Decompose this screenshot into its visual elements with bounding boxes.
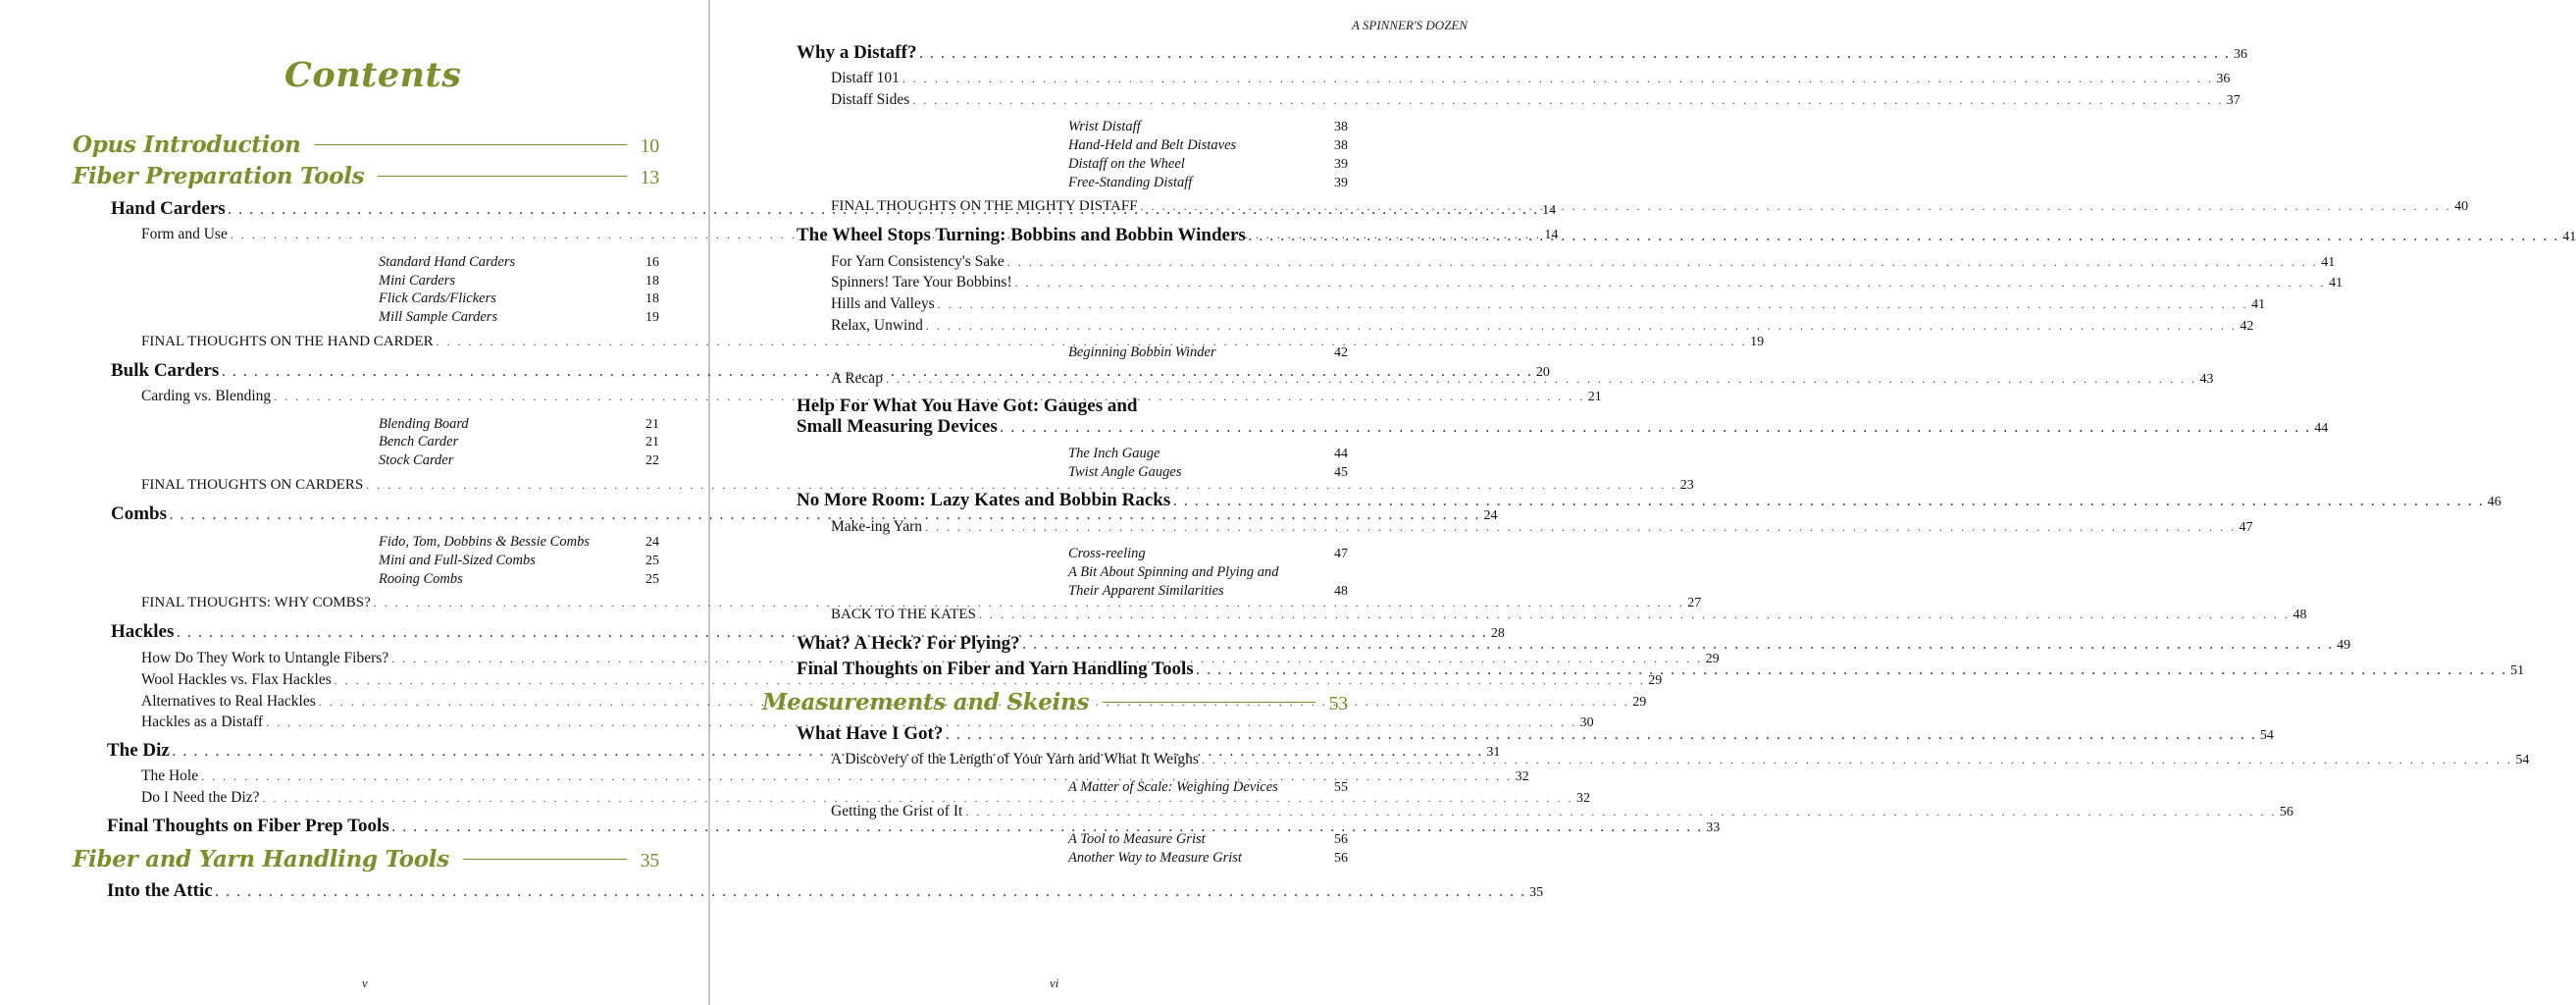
- toc-page-number: 51: [2510, 663, 2525, 678]
- toc-page-number: 29: [1648, 673, 1663, 688]
- toc-chapter[interactable]: [797, 396, 1348, 417]
- page-number-footer: vi: [1050, 976, 1059, 990]
- toc-section-label: Make-ing Yarn: [831, 518, 922, 535]
- toc-section-label: FINAL THOUGHTS ON CARDERS: [141, 477, 364, 493]
- toc-page-number: 56: [1334, 851, 1348, 866]
- toc-section-label: A Discovery of the Length of Your Yarn and What It Weighs: [831, 751, 1199, 767]
- toc-subsection[interactable]: [1068, 545, 1348, 563]
- toc-rule: [463, 859, 627, 860]
- toc-page-number: 47: [1334, 547, 1348, 561]
- toc-section-label: Hackles as a Distaff: [141, 714, 264, 730]
- toc-page-number: 14: [1544, 228, 1559, 242]
- toc-section[interactable]: [831, 317, 2254, 335]
- toc-part[interactable]: [73, 132, 659, 158]
- toc-section[interactable]: [831, 607, 2307, 623]
- toc-section[interactable]: [141, 388, 1602, 405]
- page-number-footer: v: [362, 976, 368, 990]
- toc-leader: [946, 728, 2257, 743]
- toc-leader: [919, 47, 2231, 62]
- toc-subsection[interactable]: [1068, 136, 1348, 155]
- toc-subsection[interactable]: [379, 552, 659, 570]
- toc-leader: [926, 319, 2238, 334]
- toc-page-number: 19: [1750, 335, 1765, 349]
- toc-section-label: Alternatives to Real Hackles: [141, 693, 316, 710]
- toc-page-number: 37: [2226, 93, 2241, 108]
- toc-page-number: 22: [645, 453, 659, 468]
- toc-leader: [1015, 276, 2327, 291]
- toc-subsection-label: Fido, Tom, Dobbins & Bessie Combs: [379, 534, 590, 550]
- toc-subsection-label: Mini Carders: [379, 273, 456, 289]
- toc-subsection-label: Twist Angle Gauges: [1068, 464, 1182, 480]
- toc-chapter-label: Hackles: [111, 621, 175, 642]
- toc-subsection[interactable]: [1068, 174, 1348, 192]
- toc-page-number: 46: [2487, 495, 2501, 509]
- toc-page-number: 38: [1334, 120, 1348, 134]
- toc-part[interactable]: [762, 689, 1348, 715]
- toc-subsection-label: Blending Board: [379, 416, 469, 432]
- toc-subsection[interactable]: [1068, 344, 1348, 362]
- toc-leader: [902, 72, 2214, 86]
- toc-chapter[interactable]: [111, 621, 1505, 643]
- toc-page-number: 18: [645, 291, 659, 306]
- toc-page-number: 19: [645, 310, 659, 325]
- toc-part[interactable]: [73, 163, 659, 189]
- toc-section[interactable]: [141, 477, 1694, 494]
- toc-subsection[interactable]: [1068, 155, 1348, 174]
- toc-subsection-label: Flick Cards/Flickers: [379, 291, 496, 306]
- toc-page-number: 39: [1334, 176, 1348, 190]
- toc-page-number: 43: [2199, 372, 2214, 387]
- toc-page-number: 44: [2314, 421, 2329, 436]
- toc-page-number: 16: [645, 255, 659, 270]
- toc-subsection[interactable]: [379, 253, 659, 272]
- toc-subsection-label: A Matter of Scale: Weighing Devices: [1068, 779, 1278, 795]
- toc-leader: [1249, 230, 2560, 244]
- toc-section-label: FINAL THOUGHTS ON THE HAND CARDER: [141, 334, 434, 349]
- toc-chapter[interactable]: [797, 490, 2501, 511]
- toc-page-number: 38: [1334, 138, 1348, 153]
- toc-leader: [1197, 663, 2508, 678]
- toc-chapter-label: Into the Attic: [107, 880, 213, 901]
- toc-chapter-label: What Have I Got?: [797, 723, 944, 744]
- toc-subsection-label: Stock Carder: [379, 452, 454, 468]
- toc-section[interactable]: [831, 70, 2231, 87]
- toc-subsection-label: Distaff on the Wheel: [1068, 156, 1185, 172]
- toc-subsection-label: Cross-reeling: [1068, 546, 1146, 561]
- toc-section-label: The Hole: [141, 767, 199, 784]
- toc-part-label: Fiber and Yarn Handling Tools: [73, 846, 449, 873]
- toc-subsection[interactable]: [1068, 563, 1348, 601]
- toc-subsection-label: Standard Hand Carders: [379, 254, 516, 270]
- toc-section-label: Relax, Unwind: [831, 317, 923, 334]
- toc-section[interactable]: [831, 803, 2293, 820]
- toc-page-number: 35: [1529, 885, 1544, 900]
- toc-page-number: 29: [1705, 652, 1720, 666]
- toc-leader: [925, 520, 2237, 535]
- toc-section[interactable]: [141, 650, 1720, 667]
- toc-section-label: How Do They Work to Untangle Fibers?: [141, 650, 389, 666]
- toc-page-number: 18: [645, 274, 659, 289]
- toc-chapter[interactable]: [797, 416, 2329, 438]
- toc-chapter-label: Final Thoughts on Fiber Prep Tools: [107, 816, 389, 836]
- toc-leader: [912, 93, 2224, 108]
- toc-section-label: Wool Hackles vs. Flax Hackles: [141, 671, 332, 688]
- toc-leader: [1023, 638, 2335, 653]
- toc-chapter-label: Combs: [111, 503, 168, 524]
- toc-subsection-label: A Bit About Spinning and Plying and Their Apparent Similarities: [1068, 564, 1279, 599]
- toc-chapter[interactable]: [111, 503, 1498, 525]
- toc-subsection[interactable]: [379, 415, 659, 434]
- toc-subsection[interactable]: [1068, 830, 1348, 849]
- toc-section-label: Do I Need the Diz?: [141, 789, 260, 806]
- toc-subsection[interactable]: [379, 533, 659, 552]
- toc-chapter-label: The Diz: [107, 740, 170, 761]
- toc-subsection[interactable]: [1068, 118, 1348, 136]
- toc-page-number: 21: [1587, 390, 1602, 404]
- toc-subsection-label: Wrist Distaff: [1068, 119, 1141, 134]
- toc-page-number: 28: [1490, 626, 1505, 641]
- toc-part-label: Opus Introduction: [73, 132, 301, 158]
- toc-page-number: 48: [2293, 608, 2307, 622]
- toc-subsection-label: A Tool to Measure Grist: [1068, 831, 1206, 847]
- toc-subsection-label: Beginning Bobbin Winder: [1068, 344, 1216, 360]
- toc-page-number: 40: [2454, 199, 2469, 214]
- toc-rule: [378, 176, 626, 177]
- toc-chapter[interactable]: [797, 42, 2247, 64]
- toc-page-number: 23: [1679, 478, 1694, 493]
- toc-subsection-label: Rooing Combs: [379, 571, 463, 587]
- toc-page-number: 35: [640, 850, 659, 872]
- toc-subsection-label: Another Way to Measure Grist: [1068, 850, 1242, 866]
- toc-chapter-label: Bulk Carders: [111, 360, 220, 381]
- toc-chapter[interactable]: [107, 816, 1721, 837]
- toc-section[interactable]: [831, 91, 2241, 109]
- toc-section-label: Getting the Grist of It: [831, 803, 963, 820]
- toc-section-label: Distaff Sides: [831, 91, 910, 108]
- toc-page-number: 42: [1334, 345, 1348, 360]
- running-head-text: A SPINNER'S DOZEN: [1351, 18, 1468, 32]
- toc-part-label: Fiber Preparation Tools: [73, 163, 365, 189]
- toc-section[interactable]: [831, 253, 2336, 271]
- toc-page-number: 25: [645, 554, 659, 568]
- toc-section-label: FINAL THOUGHTS: WHY COMBS?: [141, 595, 371, 610]
- toc-leader: [886, 372, 2197, 387]
- toc-part-label: Measurements and Skeins: [762, 689, 1090, 715]
- toc-section[interactable]: [141, 334, 1765, 350]
- toc-subsection[interactable]: [379, 570, 659, 589]
- toc-section-label: A Recap: [831, 370, 883, 387]
- toc-chapter-label: Why a Distaff?: [797, 42, 917, 63]
- toc-leader: [1001, 421, 2312, 436]
- toc-section[interactable]: [141, 671, 1663, 689]
- toc-subsection-label: Hand-Held and Belt Distaves: [1068, 137, 1237, 153]
- toc-page-number: 21: [645, 417, 659, 432]
- toc-section[interactable]: [141, 767, 1529, 785]
- toc-page-number: 24: [645, 535, 659, 550]
- toc-chapter[interactable]: [797, 723, 2274, 745]
- toc-subsection[interactable]: [379, 433, 659, 451]
- toc-page-number: 54: [2259, 728, 2274, 743]
- toc-page-number: 41: [2562, 230, 2576, 244]
- toc-leader: [1007, 255, 2319, 270]
- toc-section-label: Carding vs. Blending: [141, 388, 272, 404]
- toc-page-number: 39: [1334, 157, 1348, 172]
- toc-subsection[interactable]: [379, 308, 659, 327]
- toc-page-number: 55: [1334, 780, 1348, 795]
- toc-section[interactable]: [141, 714, 1594, 731]
- toc-page-number: 20: [1535, 365, 1550, 380]
- toc-page-number: 25: [645, 572, 659, 587]
- toc-subsection[interactable]: [379, 451, 659, 470]
- toc-leader: [938, 297, 2249, 312]
- toc-section-label: BACK TO THE KATES: [831, 607, 976, 622]
- toc-subsection-label: Bench Carder: [379, 434, 459, 450]
- toc-subsection[interactable]: [379, 272, 659, 291]
- toc-page-number: 13: [640, 167, 659, 188]
- toc-page-number: 29: [1632, 695, 1647, 710]
- toc-chapter[interactable]: [107, 880, 1544, 902]
- toc-page-number: 33: [1706, 820, 1721, 835]
- toc-page-number: 41: [2329, 276, 2344, 291]
- toc-subsection[interactable]: [1068, 445, 1348, 463]
- toc-leader: [979, 608, 2291, 622]
- toc-section[interactable]: [141, 789, 1591, 807]
- toc-section[interactable]: [831, 518, 2253, 536]
- toc-subsection-label: Mill Sample Carders: [379, 309, 498, 325]
- toc-rule: [315, 144, 627, 145]
- toc-section[interactable]: [141, 595, 1702, 611]
- toc-page-number: 14: [1542, 203, 1557, 218]
- toc-page-number: 45: [1334, 465, 1348, 480]
- toc-subsection[interactable]: [1068, 849, 1348, 868]
- toc-page-number: 49: [2337, 638, 2351, 653]
- toc-page-number: 32: [1515, 769, 1529, 784]
- toc-section[interactable]: [831, 295, 2266, 313]
- toc-page-number: 53: [1328, 693, 1348, 714]
- toc-chapter-label: Help For What You Have Got: Gauges and: [797, 396, 1138, 416]
- toc-page-number: 36: [2216, 72, 2231, 86]
- toc-subsection[interactable]: [379, 290, 659, 308]
- toc-subsection-label: The Inch Gauge: [1068, 446, 1160, 461]
- toc-page-number: 30: [1579, 715, 1594, 730]
- toc-chapter-label: Small Measuring Devices: [797, 416, 998, 437]
- toc-rule: [1103, 702, 1315, 703]
- toc-chapter-label: The Wheel Stops Turning: Bobbins and Bobbin Winders: [797, 225, 1246, 245]
- toc-subsection-label: Mini and Full-Sized Combs: [379, 553, 536, 568]
- toc-chapter-label: Hand Carders: [111, 198, 226, 219]
- toc-section-label: Hills and Valleys: [831, 295, 935, 312]
- toc-page-number: 36: [2233, 47, 2247, 62]
- toc-page-number: 47: [2239, 520, 2253, 535]
- toc-page-number: 42: [2240, 319, 2254, 334]
- toc-page-number: 56: [2279, 805, 2293, 820]
- toc-section-label: Spinners! Tare Your Bobbins!: [831, 274, 1012, 291]
- toc-section[interactable]: [831, 274, 2344, 291]
- toc-page-number: 56: [1334, 832, 1348, 847]
- toc-page-number: 41: [2251, 297, 2266, 312]
- toc-page-number: 31: [1486, 745, 1501, 760]
- toc-chapter-label: No More Room: Lazy Kates and Bobbin Racks: [797, 490, 1171, 510]
- toc-subsection[interactable]: [1068, 463, 1348, 482]
- toc-page-number: 27: [1687, 596, 1702, 610]
- toc-section-label: Form and Use: [141, 226, 228, 242]
- running-head: [709, 18, 1468, 33]
- toc-section-label: FINAL THOUGHTS ON THE MIGHTY DISTAFF: [831, 198, 1138, 214]
- toc-subsection-label: Free-Standing Distaff: [1068, 175, 1193, 190]
- toc-part[interactable]: [73, 846, 659, 873]
- toc-page-number: 41: [2321, 255, 2336, 270]
- toc-leader: [965, 805, 2277, 820]
- toc-chapter-label: Final Thoughts on Fiber and Yarn Handling Tools: [797, 659, 1194, 679]
- toc-leader: [1173, 495, 2485, 509]
- toc-subsection[interactable]: [1068, 778, 1348, 797]
- toc-page-number: 10: [640, 135, 659, 157]
- toc-page-number: 54: [2515, 753, 2530, 767]
- toc-page-number: 48: [1334, 584, 1348, 599]
- toc-page-number: 32: [1576, 791, 1591, 806]
- toc-leader: [1202, 753, 2513, 767]
- toc-section-label: Distaff 101: [831, 70, 900, 86]
- toc-section-label: For Yarn Consistency's Sake: [831, 253, 1005, 270]
- contents-title: Contents: [284, 55, 462, 95]
- toc-page-number: 44: [1334, 447, 1348, 461]
- toc-page-number: 24: [1483, 508, 1498, 523]
- toc-chapter-label: What? A Heck? For Plying?: [797, 633, 1020, 654]
- toc-leader: [1141, 199, 2452, 214]
- toc-page-number: 21: [645, 435, 659, 450]
